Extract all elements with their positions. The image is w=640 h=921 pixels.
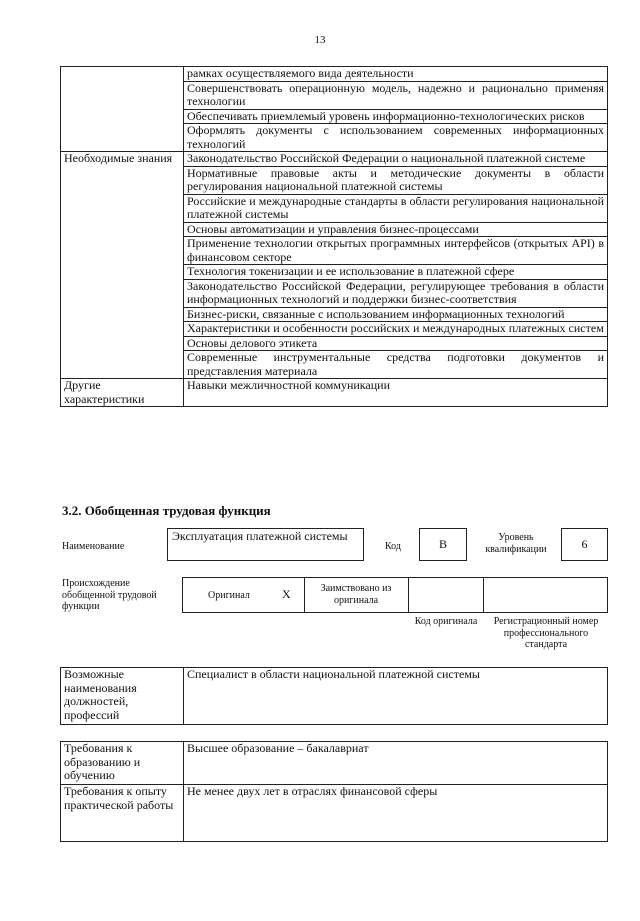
table-cell: Современные инструментальные средства подготовки документов и представления материала [184,351,608,379]
table-row-label: Другие характеристики [61,379,184,407]
table-cell: Специалист в области национальной платежной системы [184,668,608,725]
reg-number-caption: Регистрационный номер профессионального стандарта [493,616,599,650]
origin-label: Происхождение обобщенной трудовой функции [62,578,157,612]
borrowed-label: Заимствовано из оригинала [320,583,392,606]
section-title: 3.2. Обобщенная трудовая функция [62,503,271,518]
table-cell: Российские и международные стандарты в области регулирования национальной платежной системы [184,194,608,222]
table-cell: Характеристики и особенности российских и международных платежных систем [184,322,608,337]
table-cell: Оформлять документы с использованием современных информационных технологий [184,124,608,152]
table-cell: Обеспечивать приемлемый уровень информационно-технологических рисков [184,109,608,124]
divider [408,577,409,613]
table-row-label [61,67,184,152]
table-row-label: Необходимые знания [61,152,184,379]
table-row-label: Требования к опыту практической работы [61,785,184,842]
table-row [61,742,608,785]
page-number: 13 [314,34,326,46]
table-row-label: Требования к образованию и обучению [61,742,184,785]
table-row [61,379,608,407]
code-value: B [419,528,467,561]
table-cell: Основы делового этикета [184,336,608,351]
divider [304,577,305,613]
name-label: Наименование [62,541,125,552]
table-cell: Нормативные правовые акты и методические документы в области регулирования национальной платежной системы [184,166,608,194]
table-cell: Совершенствовать операционную модель, надежно и рационально применяя технологии [184,81,608,109]
original-mark: X [282,587,291,601]
name-value: Эксплуатация платежной системы [167,528,364,561]
table-cell: Технология токенизации и ее использование в платежной сфере [184,265,608,280]
table-cell: Основы автоматизации и управления бизнес-процессами [184,222,608,237]
code-label: Код [385,541,401,552]
job-titles-table [60,667,608,725]
table-row [61,152,608,167]
table-cell: Законодательство Российской Федерации о национальной платежной системе [184,152,608,167]
table-cell: Законодательство Российской Федерации, регулирующее требования в области информационных технологий и поддержки бизнес-соответствия [184,279,608,307]
table-row [61,668,608,725]
table-row-label: Возможные наименования должностей, профессий [61,668,184,725]
level-value: 6 [561,528,608,561]
table-cell: Не менее двух лет в отраслях финансовой сферы [184,785,608,842]
table-cell: Навыки межличностной коммуникации [184,379,608,407]
requirements-table [60,741,608,842]
table-cell: Применение технологии открытых программных интерфейсов (открытых API) в финансовом секторе [184,237,608,265]
divider [483,577,484,613]
table-cell: Высшее образование – бакалавриат [184,742,608,785]
table-cell: Бизнес-риски, связанные с использованием информационных технологий [184,307,608,322]
original-label: Оригинал [208,590,250,601]
code-original-caption: Код оригинала [414,616,478,627]
knowledge-table [60,66,608,407]
table-row [61,785,608,842]
table-row [61,67,608,82]
table-cell: рамках осуществляемого вида деятельности [184,67,608,82]
level-label: Уровень квалификации [485,532,547,555]
